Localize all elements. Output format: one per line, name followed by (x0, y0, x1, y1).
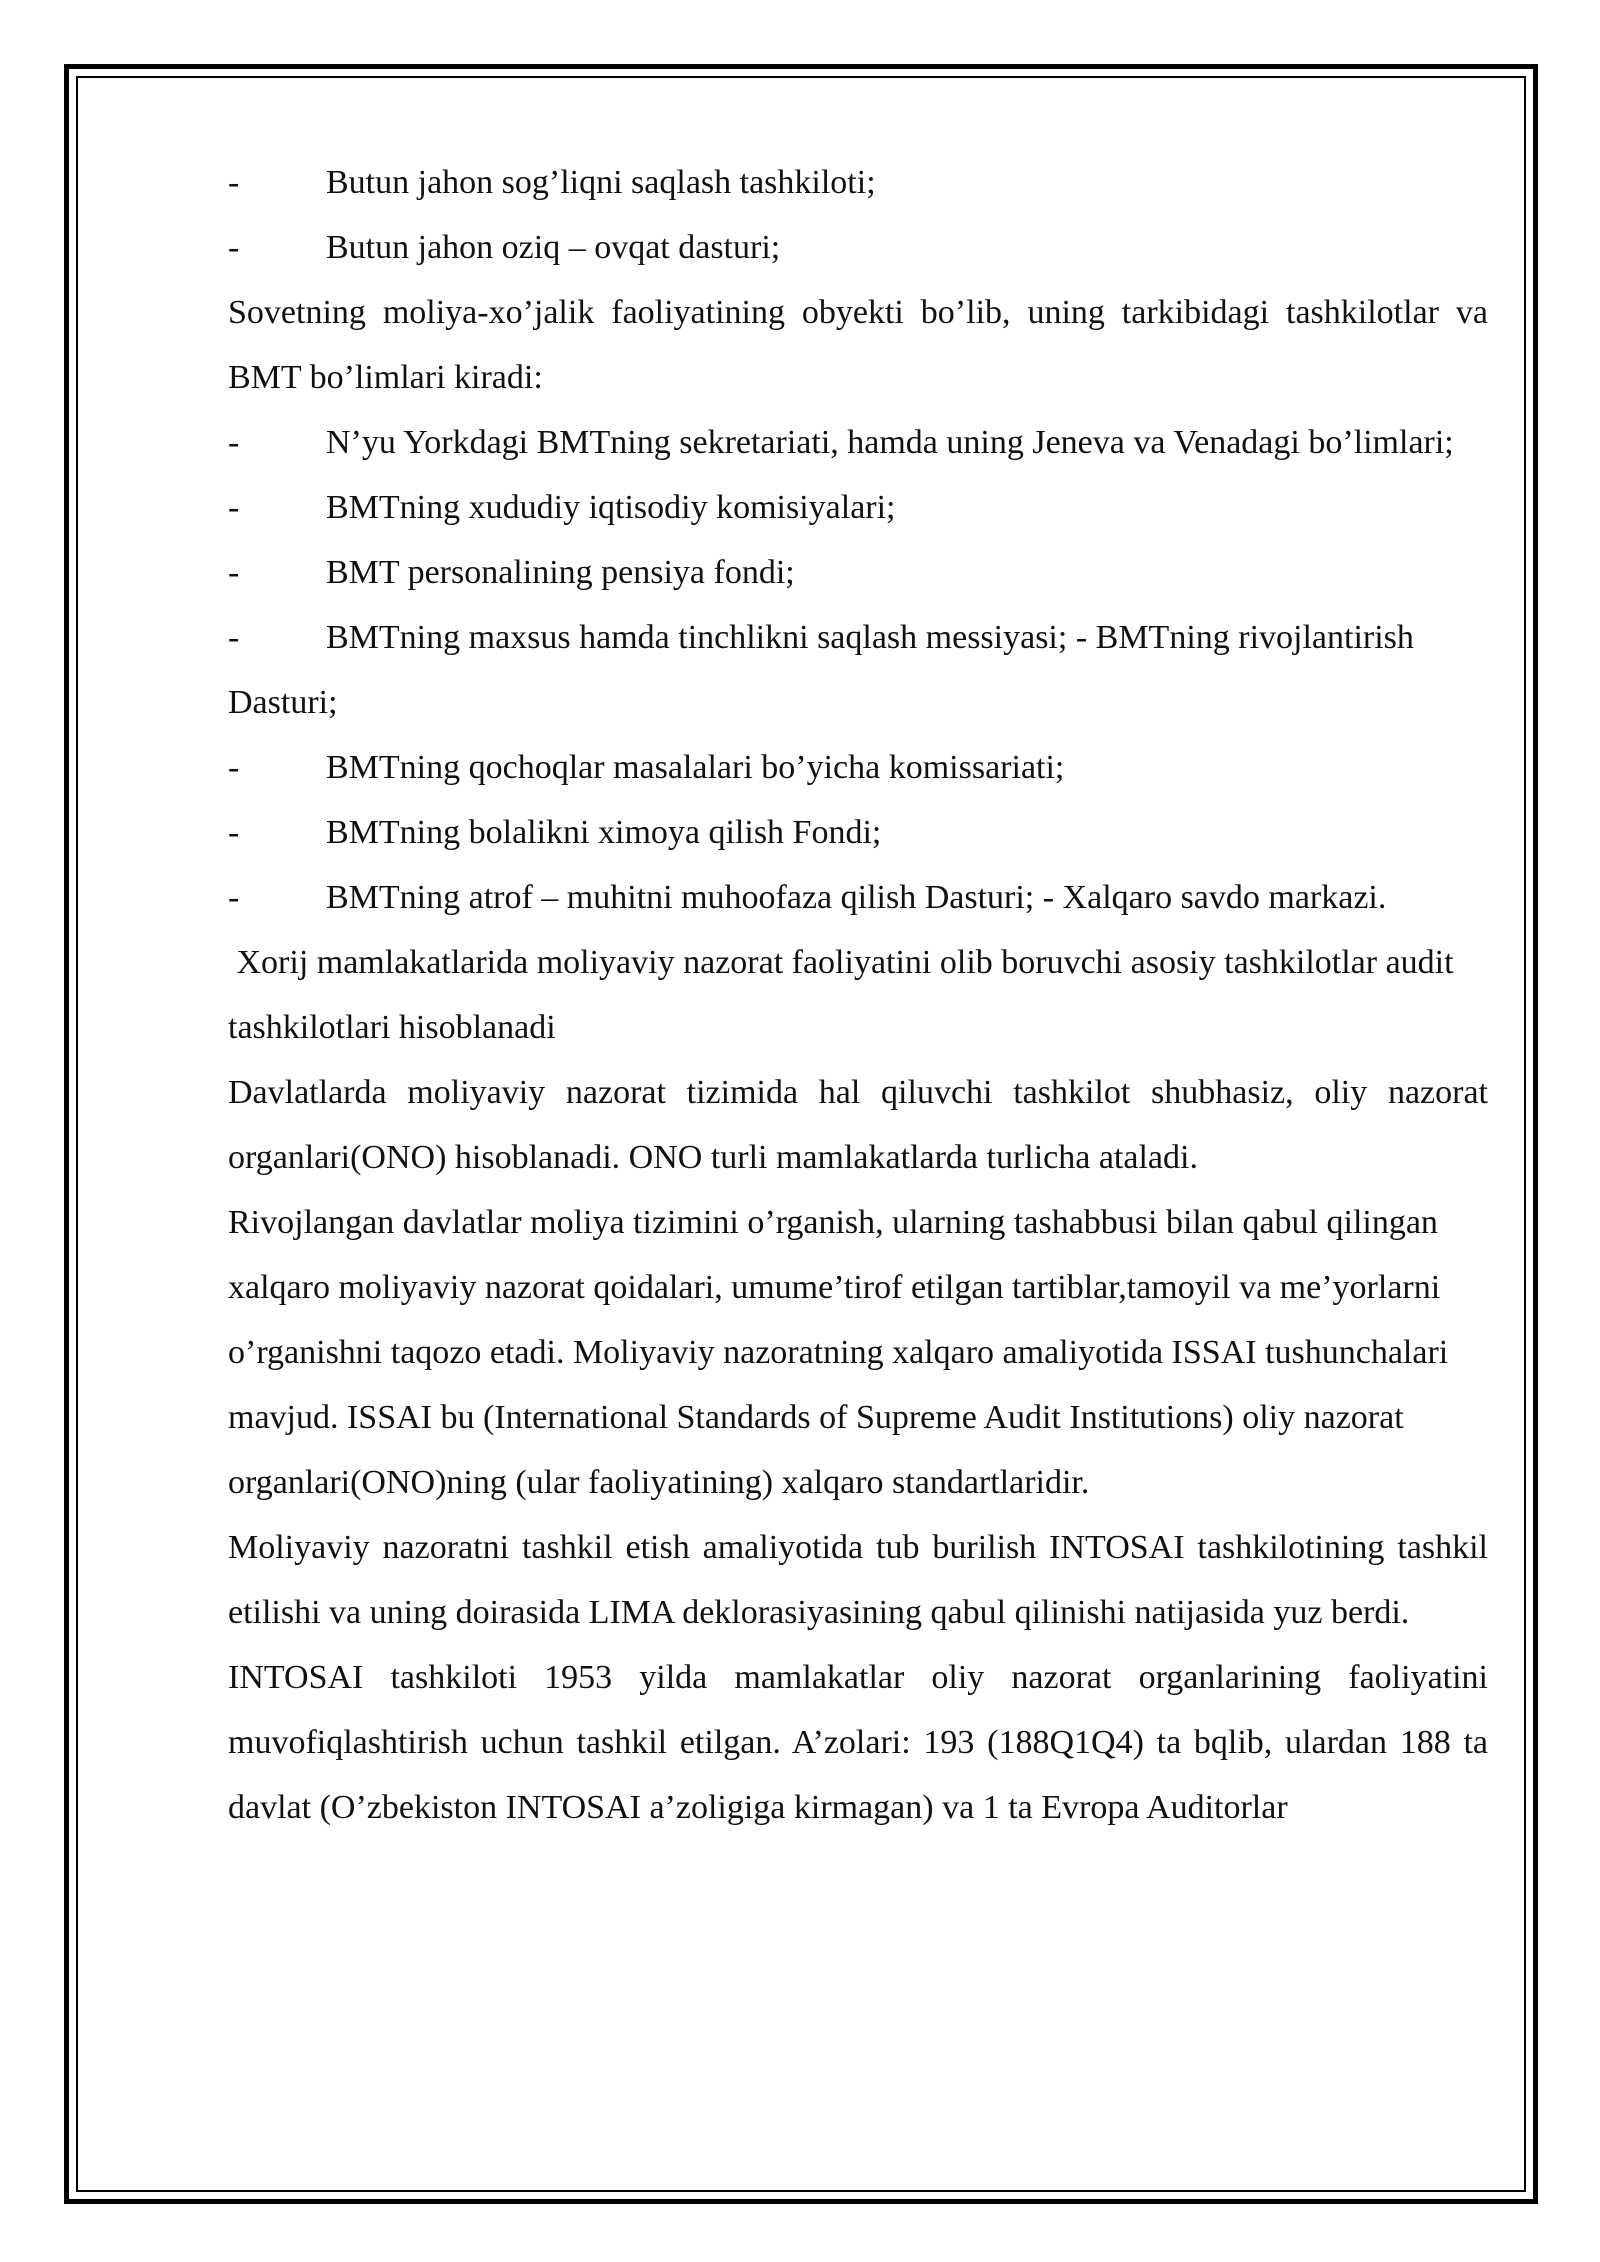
list-dash: - (228, 619, 240, 656)
list-item: - BMTning atrof – muhitni muhoofaza qilish Dasturi; - Xalqaro savdo markazi. (228, 865, 1488, 930)
list-item: - N’yu Yorkdagi BMTning sekretariati, hamda uning Jeneva va Venadagi bo’limlari; (228, 410, 1488, 475)
list-item: - Butun jahon oziq – ovqat dasturi; (228, 215, 1488, 280)
paragraph: Moliyaviy nazoratni tashkil etish amaliyotida tub burilish INTOSAI tashkilotining tashkil etilishi va uning doirasida LIMA deklorasiyasining qabul qilinishi natijasida yuz berdi. (228, 1529, 1488, 1631)
paragraph: INTOSAI tashkiloti 1953 yilda mamlakatlar oliy nazorat organlarining faoliyatini muvofiqlashtirish uchun tashkil etilgan. A’zolari: 193 (188Q1Q4) ta bqlib, ulardan 188 ta davlat (O’zbekiston INTOSAI a’zoligiga kirmagan) va 1 ta Evropa Auditorlar (228, 1659, 1488, 1826)
list-dash: - (228, 749, 240, 786)
paragraph: Sovetning moliya-xo’jalik faoliyatining obyekti bo’lib, uning tarkibidagi tashkilotlar va BMT bo’limlari kiradi: (228, 294, 1488, 396)
list-dash: - (228, 229, 240, 266)
paragraph: Rivojlangan davlatlar moliya tizimini o’rganish, ularning tashabbusi bilan qabul qilingan xalqaro moliyaviy nazorat qoidalari, umume’tirof etilgan tartiblar,tamoyil va me’yorlarni o’rganishni taqozo etadi. Moliyaviy nazoratning xalqaro amaliyotida ISSAI tushunchalari mavjud. ISSAI bu (International Standards of Supreme Audit Institutions) oliy nazorat organlari(ONO)ning (ular faoliyatining) xalqaro standartlaridir. (228, 1204, 1449, 1501)
list-dash: - (228, 879, 240, 916)
list-dash: - (228, 164, 240, 201)
list-dash: - (228, 814, 240, 851)
list-item: - BMTning bolalikni ximoya qilish Fondi; (228, 800, 1488, 865)
document-body (228, 150, 1488, 1840)
list-item: - BMT personalining pensiya fondi; (228, 540, 1488, 605)
list-item: - BMTning qochoqlar masalalari bo’yicha komissariati; (228, 735, 1488, 800)
list-dash: - (228, 489, 240, 526)
paragraph: Xorij mamlakatlarida moliyaviy nazorat faoliyatini olib boruvchi asosiy tashkilotlar audit tashkilotlari hisoblanadi (228, 944, 1463, 1046)
list-item: - Butun jahon sog’liqni saqlash tashkiloti; (228, 150, 1488, 215)
list-item: - BMTning maxsus hamda tinchlikni saqlash messiyasi; - BMTning rivojlantirish Dasturi; (228, 605, 1488, 735)
list-dash: - (228, 554, 240, 591)
paragraph: Davlatlarda moliyaviy nazorat tizimida hal qiluvchi tashkilot shubhasiz, oliy nazorat organlari(ONO) hisoblanadi. ONO turli mamlakatlarda turlicha ataladi. (228, 1074, 1488, 1176)
list-dash: - (228, 424, 240, 461)
list-item: - BMTning xududiy iqtisodiy komisiyalari; (228, 475, 1488, 540)
